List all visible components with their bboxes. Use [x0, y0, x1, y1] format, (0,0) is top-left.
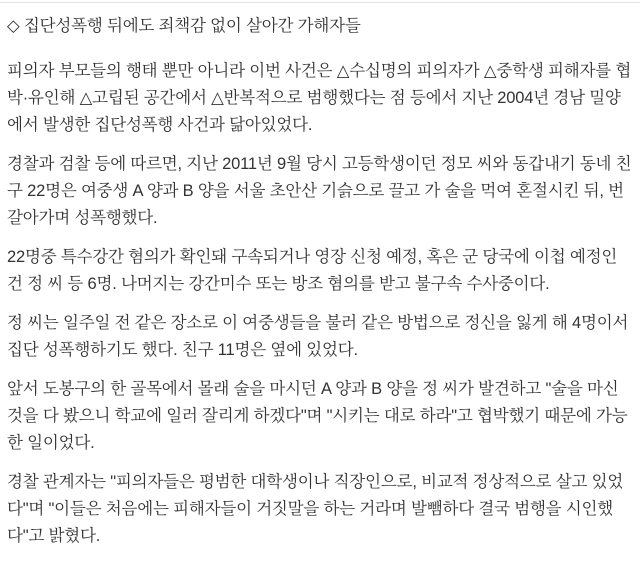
article-paragraph: 22명중 특수강간 혐의가 확인돼 구속되거나 영장 신청 예정, 혹은 군 당국에 이첩 예정인 건 정 씨 등 6명. 나머지는 강간미수 또는 방조 혐의를 받고 불구속 수사중이다. [7, 248, 618, 293]
article-heading: ◇ 집단성폭행 뒤에도 죄책감 없이 살아간 가해자들 [7, 17, 361, 35]
article-paragraph: 피의자 부모들의 행태 뿐만 아니라 이번 사건은 △수십명의 피의자가 △중학생 피해자를 협박·유인해 △고립된 공간에서 △반복적으로 범행했다는 점 등에서 지난 2004년 경남 밀양에서 발생한 집단성폭행 사건과 닮아있었다. [7, 62, 632, 134]
article-paragraph: 경찰 관계자는 "피의자들은 평범한 대학생이나 직장인으로, 비교적 정상적으로 살고 있었다"며 "이들은 처음에는 피해자들이 거짓말을 하는 거라며 발뺌하다 결국 범행을 시인했다"고 밝혔다. [7, 473, 624, 545]
article-paragraph: 정 씨는 일주일 전 같은 장소로 이 여중생들을 불러 같은 방법으로 정신을 잃게 해 4명이서 집단 성폭행하기도 했다. 친구 11명은 옆에 있었다. [7, 314, 629, 359]
article-paragraph: 경찰과 검찰 등에 따르면, 지난 2011년 9월 당시 고등학생이던 정모 씨와 동갑내기 동네 친구 22명은 여중생 A 양과 B 양을 서울 초안산 기슭으로 끌고 가 술을 먹여 혼절시킨 뒤, 번갈아가며 성폭행했다. [7, 155, 632, 227]
article-paragraph: 앞서 도봉구의 한 골목에서 몰래 술을 마시던 A 양과 B 양을 정 씨가 발견하고 "술을 마신 것을 다 봤으니 학교에 일러 잘리게 하겠다"며 "시키는 대로 하라"고 협박했기 때문에 가능한 일이었다. [7, 380, 628, 452]
article-body [0, 3, 640, 550]
